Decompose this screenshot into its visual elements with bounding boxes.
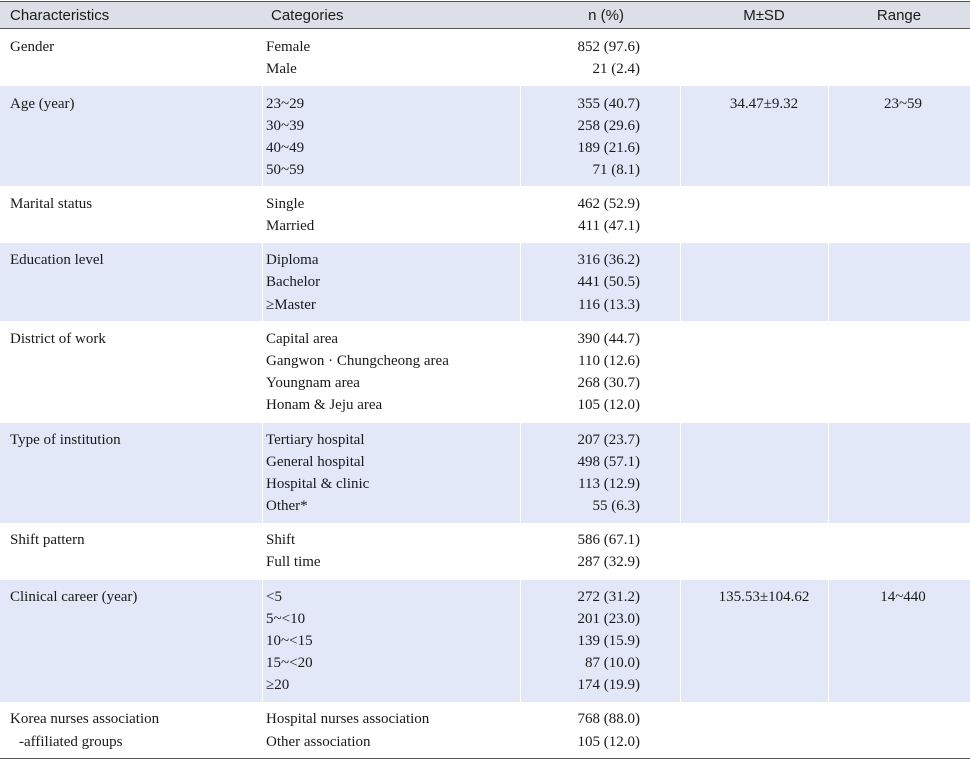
- row-group-gender: [0, 29, 970, 86]
- count-cell: 287 (32.9): [577, 554, 640, 570]
- count-cell: 110 (12.6): [578, 353, 640, 369]
- category-cell: 23~29: [266, 96, 305, 112]
- category-cell: 10~<15: [266, 633, 313, 649]
- category-cell: Honam & Jeju area: [266, 397, 383, 413]
- category-cell: 15~<20: [266, 655, 313, 671]
- category-cell: Hospital & clinic: [266, 476, 370, 492]
- count-cell: 113 (12.9): [578, 476, 640, 492]
- table-bottom-rule: [0, 758, 970, 759]
- category-cell: Shift: [266, 532, 296, 548]
- count-cell: 586 (67.1): [577, 532, 640, 548]
- characteristic-label: Shift pattern: [10, 532, 85, 548]
- row-group-education-level: [0, 243, 970, 322]
- range-cell: 23~59: [883, 96, 923, 112]
- header-categories: Categories: [271, 7, 344, 24]
- range-cell: 14~440: [880, 589, 926, 605]
- characteristic-label: Age (year): [10, 96, 75, 112]
- count-cell: 355 (40.7): [577, 96, 640, 112]
- row-group-marital-status: [0, 187, 970, 243]
- count-cell: 55 (6.3): [592, 498, 640, 514]
- category-cell: 50~59: [266, 162, 305, 178]
- category-cell: Diploma: [266, 252, 319, 268]
- count-cell: 139 (15.9): [577, 633, 640, 649]
- count-cell: 441 (50.5): [577, 274, 640, 290]
- category-cell: Single: [266, 196, 305, 212]
- category-cell: Bachelor: [266, 274, 321, 290]
- msd-cell: 34.47±9.32: [729, 96, 799, 112]
- category-cell: 40~49: [266, 140, 305, 156]
- category-cell: ≥20: [266, 677, 290, 693]
- characteristic-label: District of work: [10, 331, 106, 347]
- count-cell: 390 (44.7): [577, 331, 640, 347]
- category-cell: Capital area: [266, 331, 339, 347]
- msd-cell: 135.53±104.62: [718, 589, 810, 605]
- characteristic-label: Marital status: [10, 196, 93, 212]
- category-cell: Male: [266, 61, 297, 77]
- count-cell: 189 (21.6): [577, 140, 640, 156]
- count-cell: 116 (13.3): [578, 297, 640, 313]
- row-group-korea-nurses-association: [0, 703, 970, 758]
- category-cell: Full time: [266, 554, 321, 570]
- row-group-type-of-institution: [0, 423, 970, 524]
- count-cell: 87 (10.0): [585, 655, 640, 671]
- header-characteristics: Characteristics: [10, 7, 110, 24]
- characteristic-label: Clinical career (year): [10, 589, 138, 605]
- count-cell: 411 (47.1): [578, 218, 640, 234]
- table-header: [0, 1, 970, 29]
- count-cell: 207 (23.7): [577, 432, 640, 448]
- count-cell: 201 (23.0): [577, 611, 640, 627]
- characteristic-label: Korea nurses association: [10, 711, 160, 727]
- count-cell: 498 (57.1): [577, 454, 640, 470]
- category-cell: Female: [266, 39, 311, 55]
- header-range: Range: [876, 7, 922, 24]
- count-cell: 174 (19.9): [577, 677, 640, 693]
- count-cell: 268 (30.7): [577, 375, 640, 391]
- category-cell: 5~<10: [266, 611, 306, 627]
- header-n-pct: n (%): [588, 7, 624, 24]
- count-cell: 852 (97.6): [577, 39, 640, 55]
- count-cell: 258 (29.6): [577, 118, 640, 134]
- characteristic-label: Type of institution: [10, 432, 121, 448]
- category-cell: Youngnam area: [266, 375, 360, 391]
- category-cell: Married: [266, 218, 315, 234]
- count-cell: 105 (12.0): [577, 397, 640, 413]
- characteristic-label: Gender: [10, 39, 55, 55]
- category-cell: 30~39: [266, 118, 305, 134]
- count-cell: 462 (52.9): [577, 196, 640, 212]
- category-cell: Gangwon · Chungcheong area: [266, 353, 449, 369]
- count-cell: 768 (88.0): [577, 711, 640, 727]
- category-cell: General hospital: [266, 454, 365, 470]
- row-group-clinical-career: [0, 580, 970, 703]
- count-cell: 272 (31.2): [577, 589, 640, 605]
- count-cell: 105 (12.0): [577, 734, 640, 750]
- row-group-age: [0, 86, 970, 187]
- category-cell: ≥Master: [266, 297, 316, 313]
- characteristic-label: Education level: [10, 252, 104, 268]
- category-cell: <5: [266, 589, 282, 605]
- category-cell: Other association: [266, 734, 371, 750]
- characteristic-label-continued: -affiliated groups: [19, 734, 123, 750]
- row-group-district-of-work: [0, 322, 970, 423]
- category-cell: Tertiary hospital: [266, 432, 365, 448]
- row-group-shift-pattern: [0, 524, 970, 580]
- category-cell: Other*: [266, 498, 308, 514]
- header-msd: M±SD: [743, 7, 785, 24]
- count-cell: 316 (36.2): [577, 252, 640, 268]
- category-cell: Hospital nurses association: [266, 711, 430, 727]
- count-cell: 71 (8.1): [592, 162, 640, 178]
- count-cell: 21 (2.4): [592, 61, 640, 77]
